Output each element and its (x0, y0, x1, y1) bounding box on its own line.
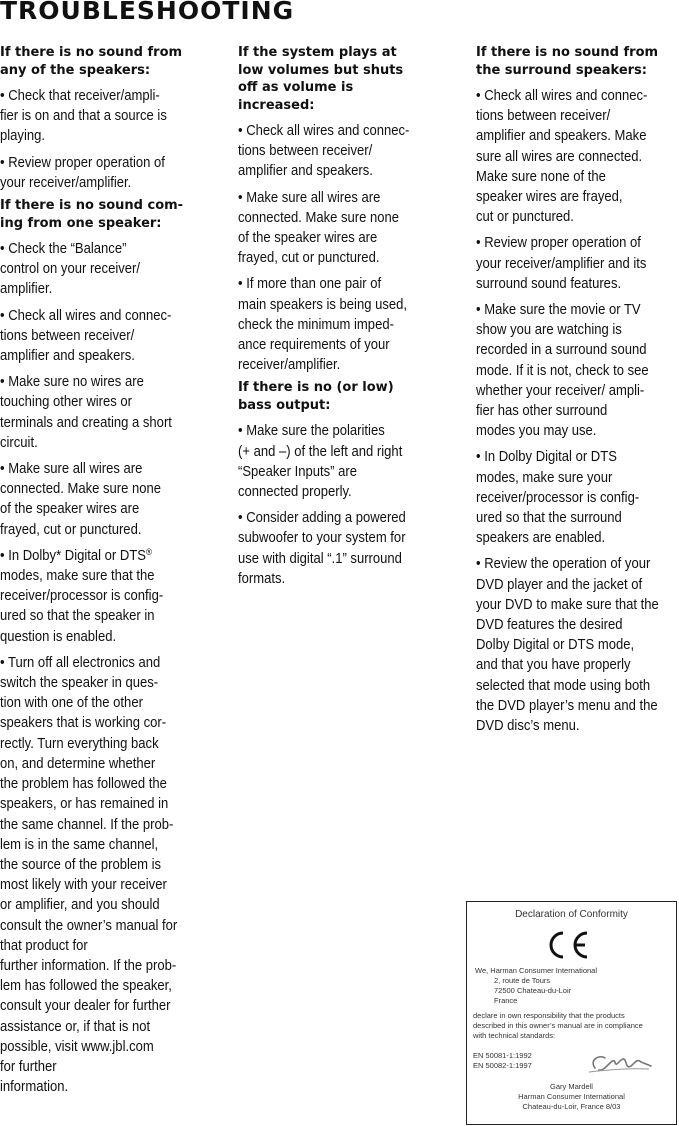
heading-line: If there is no sound from (476, 45, 659, 60)
signer-name: Gary Mardell (550, 1082, 593, 1091)
signature-image (585, 1050, 655, 1078)
text-line: modes you may use. (476, 423, 597, 440)
text-line: mode. If it is not, check to see (476, 362, 649, 379)
text-line: speakers are enabled. (476, 530, 606, 547)
text-line: tions between receiver/ (0, 327, 135, 344)
text-line: • Check all wires and connec- (0, 307, 172, 324)
paragraph (238, 421, 438, 502)
declaration-statement (473, 1011, 643, 1041)
section-no-sound-surround (476, 44, 677, 736)
paragraph (0, 306, 203, 367)
text-line: • Make sure no wires are (0, 374, 144, 391)
text-line: • Make sure the polarities (238, 423, 385, 440)
paragraph (0, 86, 203, 147)
text-line: switch the speaker in ques- (0, 675, 159, 692)
paragraph (238, 121, 438, 182)
registered-mark: ® (145, 546, 152, 557)
page-title: TROUBLESHOOTING (0, 0, 295, 25)
paragraph (238, 274, 438, 375)
heading-line: low volumes but shuts (238, 62, 404, 78)
text-line: possible, visit www.jbl.com (0, 1038, 154, 1055)
text-line: frayed, cut or punctured. (238, 250, 380, 267)
text-line: your receiver/amplifier and its (476, 255, 647, 272)
text-line: • If more than one pair of (238, 276, 382, 293)
company-address (475, 966, 597, 1006)
statement-line: declare in own responsibility that the products (473, 1011, 625, 1020)
heading-line: bass output: (238, 397, 331, 413)
text-line: • Check that receiver/ampli- (0, 88, 160, 104)
text-line: assistance or, if that is not (0, 1018, 151, 1035)
paragraph (0, 239, 203, 300)
text-line: subwoofer to your system for (238, 530, 406, 547)
column-3 (476, 44, 677, 742)
text-line: DVD features the desired (476, 617, 623, 634)
text-line: the source of the problem is (0, 856, 162, 873)
text-line-main: • In Dolby* Digital or DTS (0, 547, 146, 564)
text-line: • Turn off all electronics and (0, 654, 161, 671)
text-line: • Make sure all wires are (238, 189, 381, 206)
text-line: further information. If the prob- (0, 957, 177, 974)
paragraph (0, 459, 203, 540)
text-line: consult your dealer for further (0, 998, 171, 1015)
text-line: receiver/processor is config- (476, 489, 640, 506)
text-line: • Review proper operation of (0, 154, 165, 171)
text-line: amplifier and speakers. Make (476, 128, 647, 145)
text-line: information. (0, 1079, 69, 1096)
text-line: most likely with your receiver (0, 877, 167, 894)
text-line: sure all wires are connected. (476, 148, 643, 165)
text-line: (+ and –) of the left and right (238, 443, 403, 460)
text-line: use with digital “.1” surround (238, 550, 402, 567)
text-line: modes, make sure your (476, 469, 613, 486)
paragraph (476, 300, 677, 441)
text-line: cut or punctured. (476, 209, 574, 226)
text-line: connected. Make sure none (0, 481, 162, 498)
text-line: the DVD player’s menu and the (476, 697, 658, 714)
text-line: ance requirements of your (238, 337, 390, 354)
text-line: amplifier and speakers. (0, 348, 135, 365)
paragraph (476, 554, 677, 736)
text-line: touching other wires or (0, 394, 133, 411)
text-line (0, 546, 203, 566)
paragraph (0, 153, 203, 193)
text-line: ured so that the speaker in (0, 608, 155, 625)
text-line: • Check all wires and connec- (476, 88, 648, 104)
signer-place-date: Chateau-du-Loir, France 8/03 (522, 1102, 621, 1111)
heading-line: any of the speakers: (0, 62, 151, 78)
section-no-sound-any-speaker (0, 44, 203, 193)
text-line: • Review proper operation of (476, 235, 641, 252)
section-no-bass-output (238, 379, 438, 589)
text-line: that product for (0, 937, 88, 954)
heading-line: If there is no sound from (0, 45, 183, 60)
text-line: speakers that is working cor- (0, 715, 167, 732)
text-line: lem is in the same channel, (0, 836, 159, 853)
paragraph (0, 372, 203, 453)
text-line: show you are watching is (476, 322, 622, 339)
section-heading (238, 379, 438, 414)
text-line: tions between receiver/ (476, 108, 611, 125)
text-line: speaker wires are frayed, (476, 189, 623, 206)
paragraph (0, 653, 203, 1097)
text-line: fier is on and that a source is (0, 108, 167, 125)
signer-block (467, 1082, 676, 1112)
text-line: Make sure none of the (476, 168, 606, 185)
text-line: the problem has followed the (0, 776, 167, 793)
heading-line: the surround speakers: (476, 62, 647, 78)
text-line: frayed, cut or punctured. (0, 521, 142, 538)
text-line: Dolby Digital or DTS mode, (476, 637, 635, 654)
text-line: consult the owner’s manual for (0, 917, 178, 934)
column-1 (0, 44, 203, 1103)
text-line: tion with one of the other (0, 695, 143, 712)
section-no-sound-one-speaker (0, 197, 203, 1097)
paragraph (476, 447, 677, 548)
address-line: 2, route de Tours (494, 976, 551, 985)
text-line: rectly. Turn everything back (0, 735, 159, 752)
standard-item: EN 50082-1:1997 (473, 1061, 532, 1070)
heading-line: If there is no (or low) (238, 380, 394, 396)
column-2 (238, 44, 438, 595)
text-line: speakers, or has remained in (0, 796, 169, 813)
text-line: check the minimum imped- (238, 316, 394, 333)
text-line: whether your receiver/ ampli- (476, 382, 645, 399)
text-line: receiver/amplifier. (238, 357, 341, 374)
text-line: • Check the “Balance” (0, 241, 127, 258)
text-line: • Make sure all wires are (0, 461, 143, 478)
text-line: receiver/processor is config- (0, 588, 164, 605)
text-line: • Consider adding a powered (238, 510, 406, 527)
text-line: terminals and creating a short (0, 414, 172, 431)
paragraph (0, 546, 203, 647)
text-line: for further (0, 1058, 57, 1075)
text-line: question is enabled. (0, 628, 117, 645)
text-line: your receiver/amplifier. (0, 174, 132, 191)
text-line: circuit. (0, 434, 38, 451)
text-line: recorded in a surround sound (476, 342, 647, 359)
text-line: • Check all wires and connec- (238, 123, 410, 139)
text-line: • In Dolby Digital or DTS (476, 449, 617, 466)
section-heading (476, 44, 677, 79)
statement-line: with technical standards: (473, 1031, 556, 1040)
text-line: modes, make sure that the (0, 568, 155, 585)
text-line: DVD player and the jacket of (476, 576, 643, 593)
text-line: of the speaker wires are (0, 501, 140, 518)
text-line: playing. (0, 128, 45, 145)
text-line: formats. (238, 570, 286, 587)
section-shuts-off-volume (238, 44, 438, 375)
section-heading (0, 44, 203, 79)
text-line: fier has other surround (476, 403, 608, 420)
paragraph (238, 508, 438, 589)
text-line: the same channel. If the prob- (0, 816, 174, 833)
text-line: and that you have properly (476, 657, 631, 674)
company-line: We, Harman Consumer International (475, 966, 597, 975)
heading-line: ing from one speaker: (0, 215, 162, 231)
heading-line: increased: (238, 97, 315, 113)
declaration-title: Declaration of Conformity (515, 909, 628, 920)
text-line: tions between receiver/ (238, 143, 373, 160)
paragraph (476, 86, 677, 227)
text-line: control on your receiver/ (0, 261, 140, 278)
text-line: ured so that the surround (476, 510, 622, 527)
address-line: 72500 Chateau-du-Loir (494, 986, 572, 995)
paragraph (238, 188, 438, 269)
section-heading (238, 44, 438, 114)
paragraph (476, 233, 677, 294)
text-line: of the speaker wires are (238, 230, 378, 247)
text-line: your DVD to make sure that the (476, 596, 659, 613)
text-line: amplifier. (0, 281, 53, 298)
text-line: or amplifier, and you should (0, 897, 160, 914)
signer-company: Harman Consumer International (518, 1092, 625, 1101)
text-line: connected properly. (238, 484, 352, 501)
text-line: “Speaker Inputs” are (238, 463, 357, 480)
heading-line: If the system plays at (238, 45, 397, 60)
heading-line: off as volume is (238, 80, 354, 95)
standard-item: EN 50081-1:1992 (473, 1051, 532, 1060)
text-line: main speakers is being used, (238, 296, 408, 313)
text-line: lem has followed the speaker, (0, 978, 172, 995)
heading-line: If there is no sound com- (0, 198, 184, 214)
text-line: connected. Make sure none (238, 209, 400, 226)
text-line: amplifier and speakers. (238, 163, 373, 180)
text-line: surround sound features. (476, 275, 622, 292)
text-line: selected that mode using both (476, 677, 651, 694)
standards-list (473, 1051, 532, 1071)
declaration-of-conformity-box (466, 901, 677, 1125)
address-line: France (494, 996, 518, 1005)
text-line: • Review the operation of your (476, 556, 651, 573)
statement-line: described in this owner’s manual are in compliance (473, 1021, 643, 1030)
text-line: DVD disc’s menu. (476, 718, 580, 735)
text-line: • Make sure the movie or TV (476, 302, 641, 319)
section-heading (0, 197, 203, 232)
text-line: on, and determine whether (0, 755, 156, 772)
ce-mark-icon (543, 929, 591, 961)
